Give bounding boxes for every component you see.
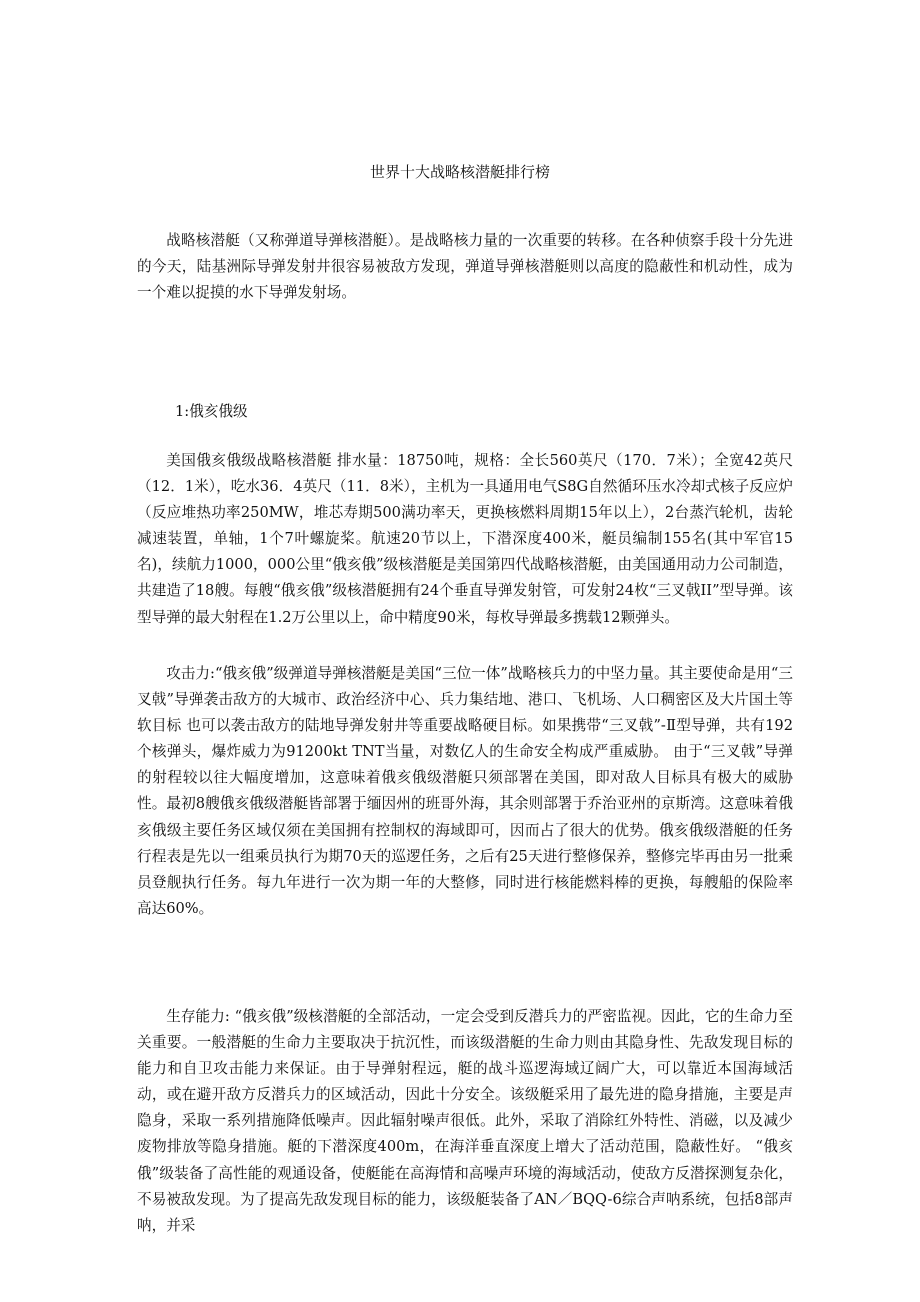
survival-paragraph: 生存能力: “俄亥俄”级核潜艇的全部活动，一定会受到反潜兵力的严密监视。因此，它的生命力至关重要。一般潜艇的生命力主要取决于抗沉性，而该级潜艇的生命力则由其隐身性、先敌发现目标的能力和自卫攻击能力来保证。由于导弹射程远，艇的战斗巡逻海域辽阔广大，可以靠近本国海域活动，或在避开敌方反潜兵力的区域活动，因此十分安全。该级艇采用了最先进的隐身措施，主要是声隐身，采取一系列措施降低噪声。因此辐射噪声很低。此外，采取了消除红外特性、消磁，以及减少废物排放等隐身措施。艇的下潜深度400m，在海洋垂直深度上增大了活动范围，隐蔽性好。 “俄亥俄”级装备了高性能的观通设备，使艇能在高海情和高噪声环境的海域活动，使敌方反潜探测复杂化，不易被敌发现。为了提高先敌发现目标的能力，该级艇装备了AN／BQQ-6综合声呐系统，包括8部声呐，并采	[137, 1008, 793, 1234]
attack-paragraph: 攻击力:“俄亥俄”级弹道导弹核潜艇是美国“三位一体”战略核兵力的中坚力量。其主要使命是用“三叉戟”导弹袭击敌方的大城市、政治经济中心、兵力集结地、港口、飞机场、人口稠密区及大片国土等软目标 也可以袭击敌方的陆地导弹发射井等重要战略硬目标。如果携带“三叉戟”-Ⅱ型导弹，共有192个核弹头，爆炸威力为91200kt TNT当量，对数亿人的生命安全构成严重威胁。 由于“三叉戟”导弹的射程较以往大幅度增加，这意味着俄亥俄级潜艇只须部署在美国，即对敌人目标具有极大的威胁性。最初8艘俄亥俄级潜艇皆部署于缅因州的班哥外海，其余则部署于乔治亚州的京斯湾。这意味着俄亥俄级主要任务区域仅须在美国拥有控制权的海域即可，因而占了很大的优势。俄亥俄级潜艇的任务行程表是先以一组乘员执行为期70天的巡逻任务，之后有25天进行整修保养，整修完毕再由另一批乘员登舰执行任务。每九年进行一次为期一年的大整修，同时进行核能燃料棒的更换，每艘船的保险率高达60%。	[137, 665, 793, 917]
intro-paragraph: 战略核潜艇（又称弹道导弹核潜艇）。是战略核力量的一次重要的转移。在各种侦察手段十分先进的今天，陆基洲际导弹发射井很容易被敌方发现，弹道导弹核潜艇则以高度的隐蔽性和机动性，成为一个难以捉摸的水下导弹发射场。	[137, 232, 793, 302]
section-heading: 1:俄亥俄级	[175, 403, 248, 420]
document-title: 世界十大战略核潜艇排行榜	[369, 163, 550, 181]
specs-paragraph: 美国俄亥俄级战略核潜艇 排水量：18750吨，规格：全长560英尺（170．7米）；全宽42英尺（12．1米），吃水36．4英尺（11．8米），主机为一具通用电气S8G自然循环压水冷却式核子反应炉（反应堆热功率250MW，堆芯寿期500满功率天，更换核燃料周期15年以上），2台蒸汽轮机，齿轮减速装置，单轴，1个7叶螺旋桨。航速20节以上，下潜深度400米，艇员编制155名(其中军官15名)，续航力1000，000公里“俄亥俄”级核潜艇是美国第四代战略核潜艇，由美国通用动力公司制造，共建造了18艘。每艘“俄亥俄”级核潜艇拥有24个垂直导弹发射管，可发射24枚“三叉戟II”型导弹。该型导弹的最大射程在1.2万公里以上，命中精度90米，每枚导弹最多携载12颗弹头。	[137, 452, 793, 626]
